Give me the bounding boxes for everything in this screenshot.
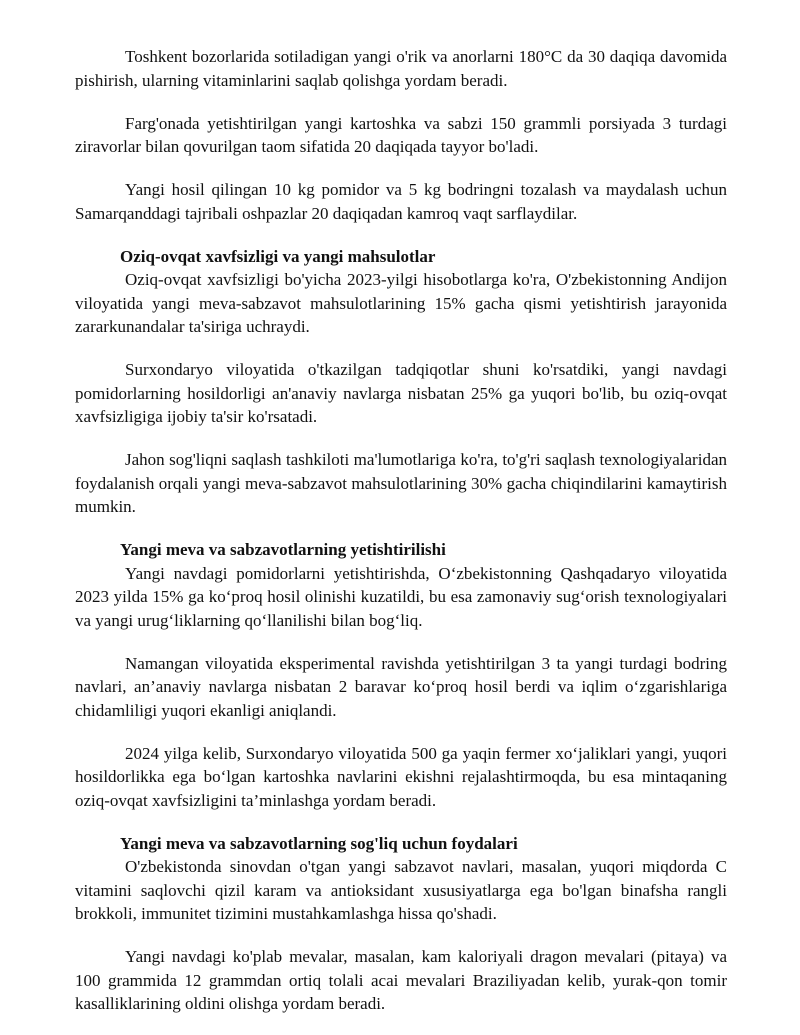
paragraph: 2024 yilga kelib, Surxondaryo viloyatida 500 ga yaqin fermer xo‘jaliklari yangi, yuqori hosildorlikka ega bo‘lgan kartoshka navlarini ekishni rejalashtirmoqda, bu esa mintaqaning oziq-ovqat xavfsizligini ta’minlashga yordam beradi. [75,743,727,810]
paragraph: O'zbekistonda sinovdan o'tgan yangi sabzavot navlari, masalan, yuqori miqdorda C vitamini saqlovchi qizil karam va antioksidant xususiyatlarga ega bo'lgan binafsha rangli brokkoli, immunitet tizimini mustahkamlashga hissa qo'shadi. [75,857,727,923]
paragraph: Farg'onada yetishtirilgan yangi kartoshka va sabzi 150 grammli porsiyada 3 turdagi ziravorlar bilan qovurilgan taom sifatida 20 daqiqada tayyor bo'ladi. [75,113,727,156]
paragraph: Yangi hosil qilingan 10 kg pomidor va 5 kg bodringni tozalash va maydalash uchun Samarqanddagi tajribali oshpazlar 20 daqiqadan kamroq vaqt sarflaydilar. [75,180,727,223]
paragraph: Toshkent bozorlarida sotiladigan yangi o'rik va anorlarni 180°C da 30 daqiqa davomida pishirish, ularning vitaminlarini saqlab qolishga yordam beradi. [75,47,727,90]
section-heading: Oziq-ovqat xavfsizligi va yangi mahsulotlar [120,246,436,266]
paragraph: Jahon sog'liqni saqlash tashkiloti ma'lumotlariga ko'ra, to'g'ri saqlash texnologiyalaridan foydalanish orqali yangi meva-sabzavot mahsulotlarining 30% gacha chiqindilarini kamaytirish mumkin. [75,450,727,516]
paragraph: Surxondaryo viloyatida o'tkazilgan tadqiqotlar shuni ko'rsatdiki, yangi navdagi pomidorlarning hosildorligi an'anaviy navlarga nisbatan 25% ga yuqori bo'lib, bu oziq-ovqat xavfsizligiga ijobiy ta'sir ko'rsatadi. [75,360,727,426]
paragraph: Yangi navdagi ko'plab mevalar, masalan, kam kaloriyali dragon mevalari (pitaya) va 100 grammida 12 grammdan ortiq tolali acai mevalari Braziliyadan kelib, yurak-qon tomir kasalliklarining oldini olishga yordam beradi. [75,947,727,1013]
section-heading: Yangi meva va sabzavotlarning yetishtirilishi [120,540,446,559]
paragraph: Yangi navdagi pomidorlarni yetishtirishda, O‘zbekistonning Qashqadaryo viloyatida 2023 yilda 15% ga ko‘proq hosil olinishi kuzatildi, bu esa zamonaviy sug‘orish texnologiyalari va yangi urug‘liklarning qo‘llanilishi bilan bog‘liq. [75,563,727,630]
paragraph: Oziq-ovqat xavfsizligi bo'yicha 2023-yilgi hisobotlarga ko'ra, O'zbekistonning Andijon viloyatida yangi meva-sabzavot mahsulotlarining 15% gacha qismi yetishtirish jarayonida zararkunandalar ta'siriga uchraydi. [75,270,727,336]
paragraph: Namangan viloyatida eksperimental ravishda yetishtirilgan 3 ta yangi turdagi bodring navlari, an’anaviy navlarga nisbatan 2 baravar ko‘proq hosil berdi va iqlim o‘zgarishlariga chidamliligi yuqori ekanligi aniqlandi. [75,653,727,720]
section-heading: Yangi meva va sabzavotlarning sog'liq uchun foydalari [120,833,518,853]
document-page [75,45,727,1035]
